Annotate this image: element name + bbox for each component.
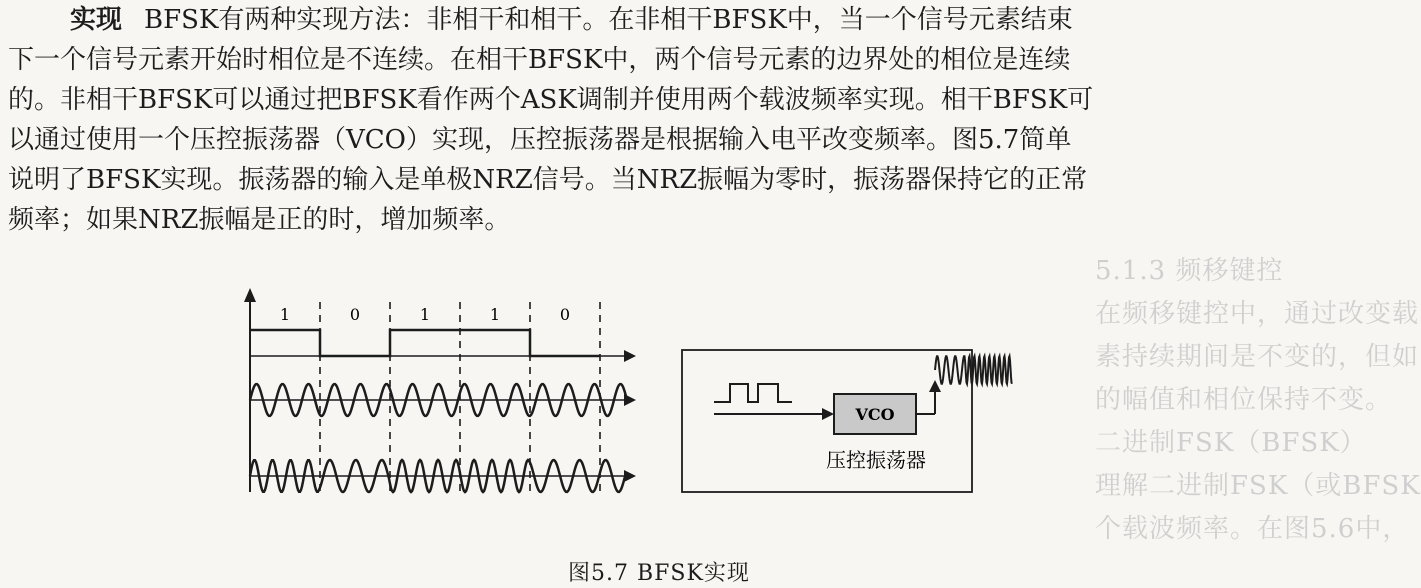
figure-caption: 图5.7 BFSK实现 — [568, 561, 750, 586]
bit-label: 0 — [349, 305, 361, 324]
bleed-through-line: 二进制FSK（BFSK） — [1095, 428, 1367, 458]
bleed-through-line: 素持续期间是不变的，但如 — [1095, 342, 1420, 372]
axis-arrowhead-icon — [624, 394, 636, 406]
paragraph-line: 说明了BFSK实现。振荡器的输入是单极NRZ信号。当NRZ振幅为零时，振荡器保持它的正常 — [8, 165, 1088, 195]
bfsk-waveform-diagram — [244, 288, 636, 496]
bit-labels — [280, 305, 570, 324]
arrowhead-icon — [822, 408, 834, 420]
body-paragraph — [8, 0, 1358, 240]
paragraph-line — [8, 0, 1358, 40]
paragraph-line: 以通过使用一个压控振荡器（VCO）实现，压控振荡器是根据输入电平改变频率。图5.7简单 — [8, 125, 1072, 155]
bit-label: 1 — [419, 305, 431, 324]
nrz-signal — [250, 330, 600, 356]
paragraph-line: 频率；如果NRZ振幅是正的时，增加频率。 — [8, 205, 511, 235]
paragraph-lead: 实现 — [70, 5, 123, 35]
axis-arrowhead-icon — [624, 470, 636, 482]
vco-input-pulse-icon — [714, 384, 792, 402]
bleed-through-line: 理解二进制FSK（或BFSK — [1095, 471, 1421, 501]
bit-label: 0 — [559, 305, 571, 324]
axis-arrowhead-icon — [624, 350, 636, 362]
vco-diagram — [682, 350, 1012, 492]
bleed-through-line: 的幅值和相位保持不变。 — [1095, 385, 1393, 415]
axis-arrowhead-icon — [244, 288, 256, 302]
vco-label: VCO — [855, 405, 895, 424]
bit-label: 1 — [489, 305, 501, 324]
bleed-through-line: 5.1.3 频移键控 — [1095, 256, 1284, 286]
bit-label: 1 — [279, 305, 291, 324]
device-label: 压控振荡器 — [826, 448, 926, 472]
bfsk-figure — [0, 280, 1362, 552]
bleed-through-line: 个载波频率。在图5.6中， — [1095, 514, 1410, 544]
arrowhead-icon — [929, 380, 941, 392]
paragraph-line: 的。非相干BFSK可以通过把BFSK看作两个ASK调制并使用两个载波频率实现。相干BFSK可 — [8, 85, 1094, 115]
paragraph-line: 下一个信号元素开始时相位是不连续。在相干BFSK中，两个信号元素的边界处的相位是连续 — [8, 45, 1071, 75]
bleed-through-line: 在频移键控中，通过改变载 — [1095, 299, 1420, 329]
vco-output-wave-icon — [935, 356, 1012, 384]
paragraph-text: BFSK有两种实现方法：非相干和相干。在非相干BFSK中，当一个信号元素结束 — [144, 5, 1073, 35]
